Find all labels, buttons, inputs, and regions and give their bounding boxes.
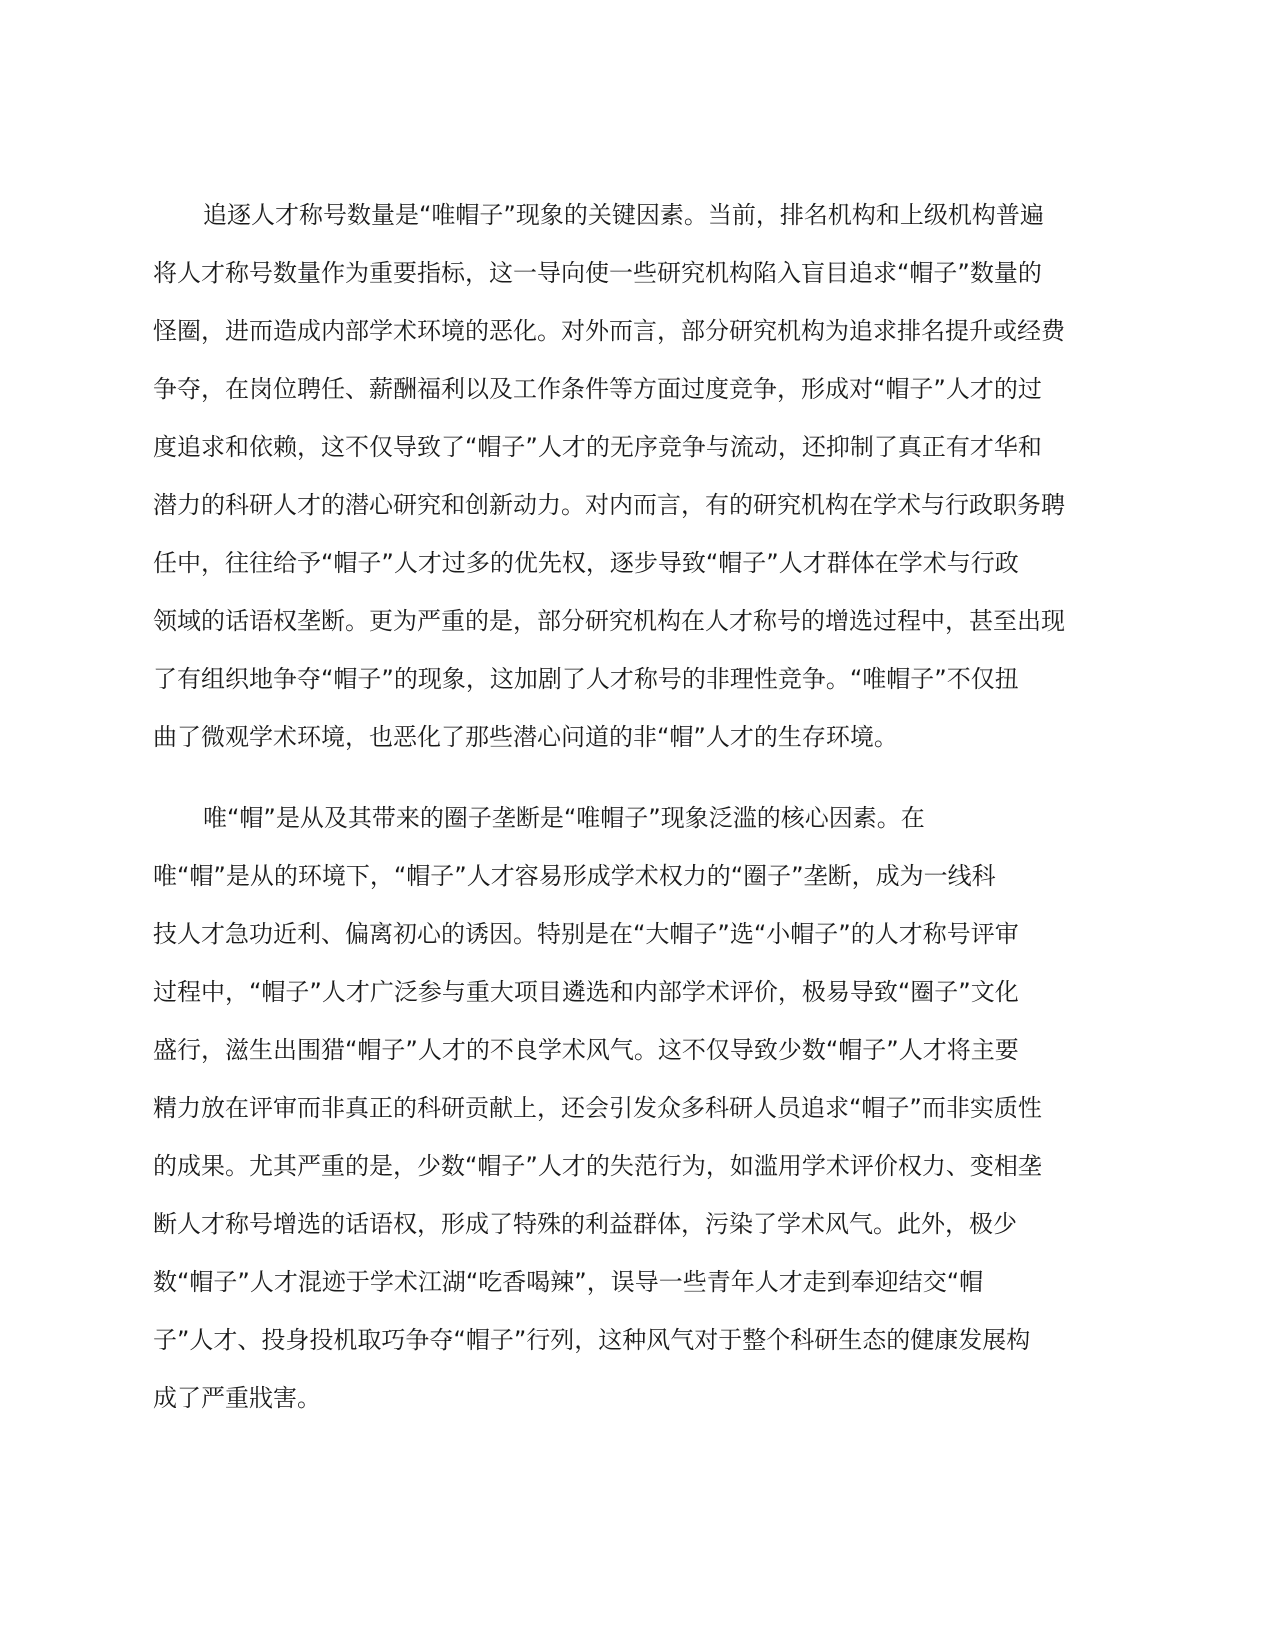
paragraph-line: 技人才急功近利、偏离初心的诱因。特别是在“大帽子”选“小帽子”的人才称号评审 bbox=[153, 920, 1019, 948]
paragraph-line: 成了严重戕害。 bbox=[153, 1384, 321, 1412]
paragraph-line: 领域的话语权垄断。更为严重的是，部分研究机构在人才称号的增选过程中，甚至出现 bbox=[153, 607, 1065, 635]
paragraph-1 bbox=[153, 186, 1108, 766]
paragraph-line: 的成果。尤其严重的是，少数“帽子”人才的失范行为，如滥用学术评价权力、变相垄 bbox=[153, 1152, 1042, 1180]
paragraph-line: 过程中，“帽子”人才广泛参与重大项目遴选和内部学术评价，极易导致“圈子”文化 bbox=[153, 978, 1019, 1006]
paragraph-line: 曲了微观学术环境，也恶化了那些潜心问道的非“帽”人才的生存环境。 bbox=[153, 723, 898, 751]
paragraph-line: 子”人才、投身投机取巧争夺“帽子”行列，这种风气对于整个科研生态的健康发展构 bbox=[153, 1326, 1031, 1354]
paragraph-line: 度追求和依赖，这不仅导致了“帽子”人才的无序竞争与流动，还抑制了真正有才华和 bbox=[153, 433, 1042, 461]
paragraph-line: 唯“帽”是从的环境下，“帽子”人才容易形成学术权力的“圈子”垄断，成为一线科 bbox=[153, 862, 996, 890]
paragraph-line: 断人才称号增选的话语权，形成了特殊的利益群体，污染了学术风气。此外，极少 bbox=[153, 1210, 1017, 1238]
paragraph-line: 怪圈，进而造成内部学术环境的恶化。对外而言，部分研究机构为追求排名提升或经费 bbox=[153, 317, 1065, 345]
paragraph-line: 唯“帽”是从及其带来的圈子垄断是“唯帽子”现象泛滥的核心因素。在 bbox=[203, 804, 925, 832]
paragraph-line: 任中，往往给予“帽子”人才过多的优先权，逐步导致“帽子”人才群体在学术与行政 bbox=[153, 549, 1019, 577]
paragraph-line: 争夺，在岗位聘任、薪酬福利以及工作条件等方面过度竞争，形成对“帽子”人才的过 bbox=[153, 375, 1042, 403]
paragraph-2 bbox=[153, 789, 1108, 1427]
paragraph-line: 盛行，滋生出围猎“帽子”人才的不良学术风气。这不仅导致少数“帽子”人才将主要 bbox=[153, 1036, 1019, 1064]
paragraph-line: 精力放在评审而非真正的科研贡献上，还会引发众多科研人员追求“帽子”而非实质性 bbox=[153, 1094, 1042, 1122]
paragraph-line: 数“帽子”人才混迹于学术江湖“吃香喝辣”，误导一些青年人才走到奉迎结交“帽 bbox=[153, 1268, 984, 1296]
paragraph-line: 了有组织地争夺“帽子”的现象，这加剧了人才称号的非理性竞争。“唯帽子”不仅扭 bbox=[153, 665, 1019, 693]
paragraph-line: 将人才称号数量作为重要指标，这一导向使一些研究机构陷入盲目追求“帽子”数量的 bbox=[153, 259, 1042, 287]
paragraph-line: 潜力的科研人才的潜心研究和创新动力。对内而言，有的研究机构在学术与行政职务聘 bbox=[153, 491, 1065, 519]
paragraph-line: 追逐人才称号数量是“唯帽子”现象的关键因素。当前，排名机构和上级机构普遍 bbox=[203, 201, 1044, 229]
